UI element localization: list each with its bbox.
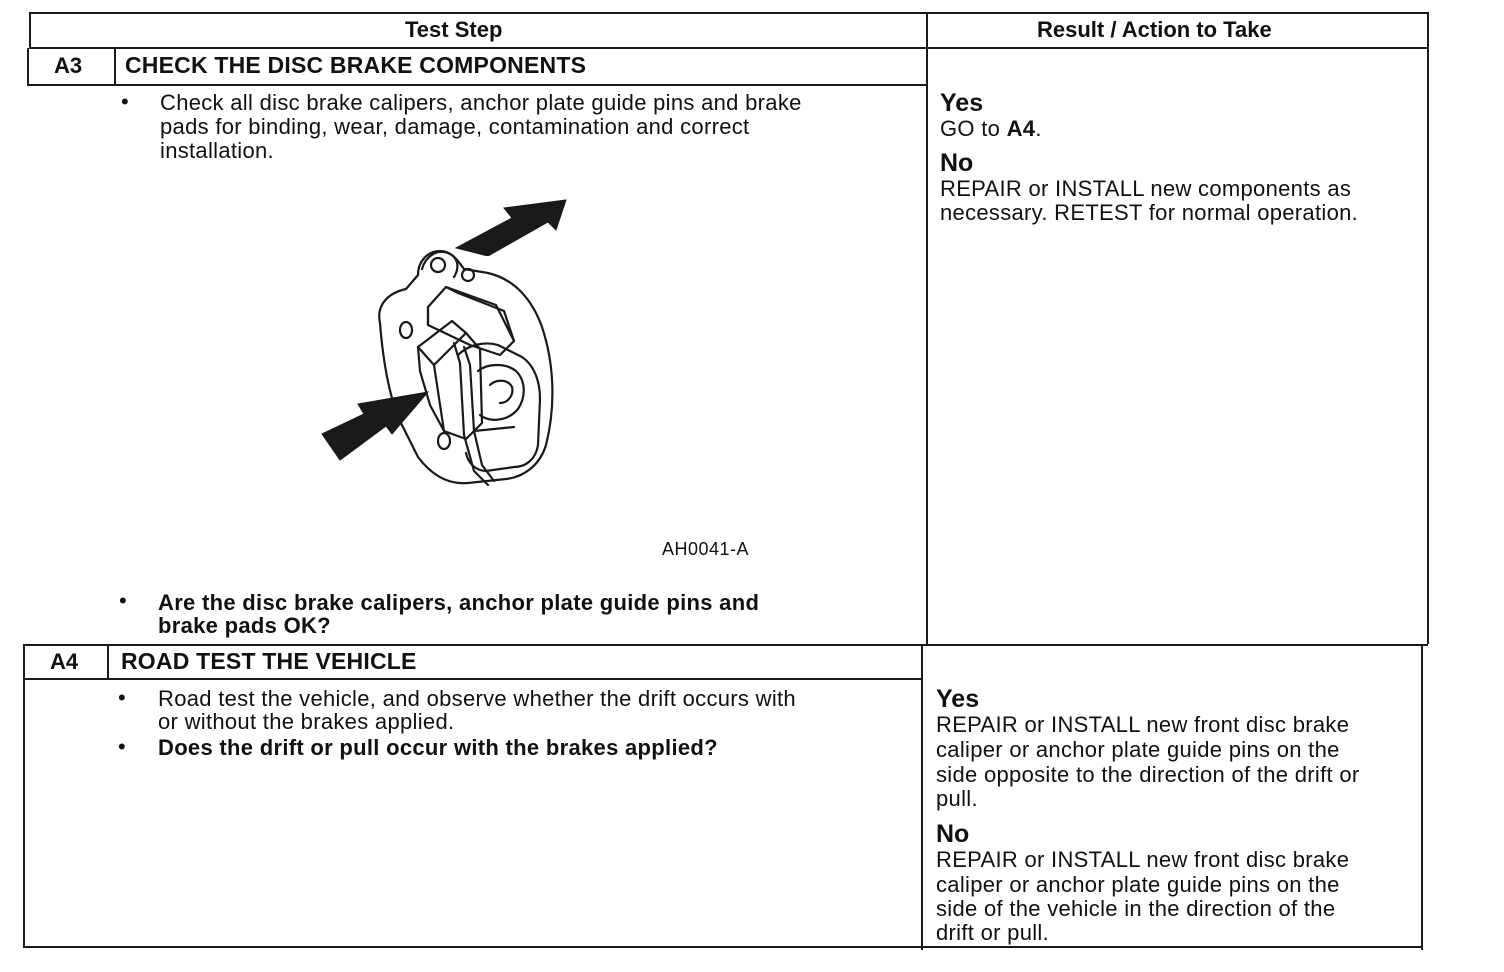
step-a3-no-action-line: REPAIR or INSTALL new components as	[940, 176, 1352, 201]
step-a4-yes-action-line: pull.	[936, 786, 978, 811]
bullet-icon: •	[118, 685, 126, 710]
step-a3-yes-prefix: GO to	[940, 116, 1007, 141]
step-a3-no-action-line: necessary. RETEST for normal operation.	[940, 200, 1359, 225]
figure-code: AH0041-A	[662, 539, 750, 559]
column-header-test-step: Test Step	[405, 17, 503, 42]
step-a4-yes-label: Yes	[936, 685, 980, 713]
pointer-arrow-icon	[452, 196, 572, 256]
pointer-arrow-icon	[318, 386, 438, 466]
step-a4-yes-action-line: REPAIR or INSTALL new front disc brake	[936, 712, 1350, 737]
column-header-result-action: Result / Action to Take	[1037, 17, 1272, 42]
step-a4-yes-action-line: side opposite to the direction of the drift or	[936, 762, 1360, 787]
step-a4-instruction-line: or without the brakes applied.	[158, 709, 455, 734]
table-border-right	[1421, 644, 1423, 950]
step-separator	[23, 644, 1428, 646]
step-a4-title: ROAD TEST THE VEHICLE	[121, 648, 417, 674]
step-a3-title: CHECK THE DISC BRAKE COMPONENTS	[125, 52, 587, 78]
step-a4-title-divider	[23, 678, 922, 680]
step-a4-id: A4	[50, 649, 79, 674]
step-a4-no-action-line: side of the vehicle in the direction of the	[936, 896, 1336, 921]
step-a4-no-label: No	[936, 820, 970, 848]
table-border-right	[1427, 12, 1429, 644]
column-divider	[921, 644, 923, 950]
step-a3-yes-action	[940, 117, 1042, 141]
step-a4-id-divider	[107, 645, 109, 679]
bullet-icon: •	[119, 588, 127, 613]
step-a3-no-label: No	[940, 149, 974, 177]
step-a3-yes-label: Yes	[940, 89, 984, 117]
step-a3-instruction-line: pads for binding, wear, damage, contamination and correct	[160, 114, 750, 139]
table-border-left	[27, 48, 29, 86]
step-a4-no-action-line: caliper or anchor plate guide pins on the	[936, 872, 1340, 897]
step-a4-yes-action-line: caliper or anchor plate guide pins on the	[936, 737, 1340, 762]
step-a3-instruction-line: Check all disc brake calipers, anchor plate guide pins and brake	[160, 90, 802, 115]
column-divider	[926, 12, 928, 644]
step-a4-instruction-line: Road test the vehicle, and observe whether the drift occurs with	[158, 686, 796, 711]
step-a4-no-action-line: drift or pull.	[936, 920, 1050, 945]
step-a4-question-line: Does the drift or pull occur with the brakes applied?	[158, 735, 718, 760]
table-border-left	[23, 645, 25, 947]
bullet-icon: •	[121, 89, 129, 114]
bullet-icon: •	[118, 734, 126, 759]
header-divider	[29, 47, 1429, 49]
step-a3-yes-suffix: .	[1035, 116, 1042, 141]
step-a3-id-divider	[114, 48, 116, 85]
step-a3-question-line: brake pads OK?	[158, 613, 331, 638]
step-a3-question-line: Are the disc brake calipers, anchor plate guide pins and	[158, 590, 760, 615]
step-a4-no-action-line: REPAIR or INSTALL new front disc brake	[936, 847, 1350, 872]
step-a3-yes-target: A4	[1006, 116, 1036, 141]
table-border-left	[29, 12, 31, 48]
table-border-top	[29, 12, 1429, 14]
table-border-bottom	[23, 946, 1423, 948]
step-a3-title-divider	[27, 84, 927, 86]
step-a3-instruction-line: installation.	[160, 138, 274, 163]
step-a3-id: A3	[54, 53, 83, 78]
